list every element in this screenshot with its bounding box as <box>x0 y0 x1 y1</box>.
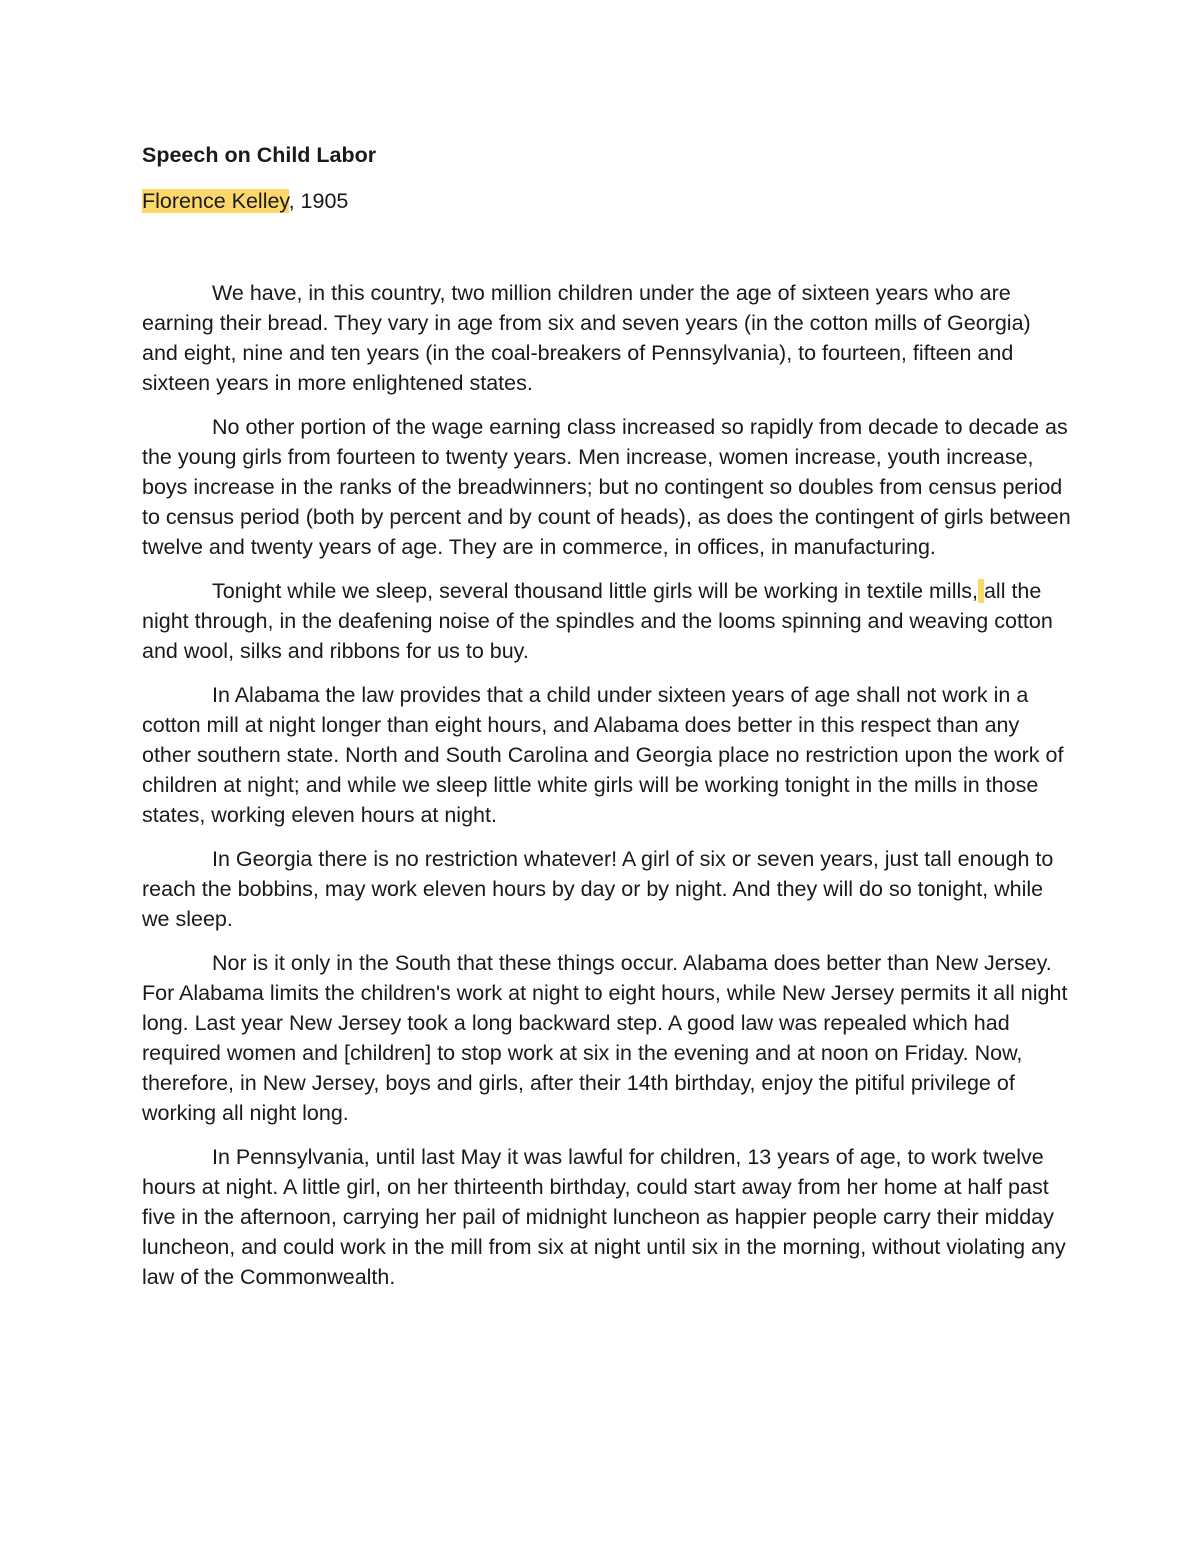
paragraph-2: No other portion of the wage earning class increased so rapidly from decade to decade as the young girls from fourteen to twenty years. Men increase, women increase, youth increase, boys increase in the ranks of the breadwinners; but no contingent so doubles from census period to census period (both by percent and by count of heads), as does the contingent of girls between twelve and twenty years of age. They are in commerce, in offices, in manufacturing. <box>142 415 1071 559</box>
paragraph-1: We have, in this country, two million children under the age of sixteen years who are earning their bread. They vary in age from six and seven years (in the cotton mills of Georgia) and eight, nine and ten years (in the coal-breakers of Pennsylvania), to fourteen, fifteen and sixteen years in more enlightened states. <box>142 281 1031 395</box>
byline <box>142 186 1072 216</box>
author-name-highlighted: Florence Kelley <box>142 189 289 213</box>
paragraph-3-before: Tonight while we sleep, several thousand little girls will be working in textile mills, <box>212 579 978 603</box>
byline-year: , 1905 <box>288 189 349 213</box>
document-title: Speech on Child Labor <box>142 143 377 167</box>
document-page <box>142 140 1072 1306</box>
paragraph-5: In Georgia there is no restriction whatever! A girl of six or seven years, just tall enough to reach the bobbins, may work eleven hours by day or by night. And they will do so tonight, while we sleep. <box>142 847 1054 931</box>
paragraph-6: Nor is it only in the South that these things occur. Alabama does better than New Jersey. For Alabama limits the children's work at night to eight hours, while New Jersey permits it all night long. Last year New Jersey took a long backward step. A good law was repealed which had required women and [children] to stop work at six in the evening and at noon on Friday. Now, therefore, in New Jersey, boys and girls, after their 14th birthday, enjoy the pitiful privilege of working all night long. <box>142 951 1068 1125</box>
paragraph-3-after: all the night through, in the deafening noise of the spindles and the looms spinning and weaving cotton and wool, silks and ribbons for us to buy. <box>142 579 1053 663</box>
paragraph-4: In Alabama the law provides that a child under sixteen years of age shall not work in a cotton mill at night longer than eight hours, and Alabama does better in this respect than any other southern state. North and South Carolina and Georgia place no restriction upon the work of children at night; and while we sleep little white girls will be working tonight in the mills in those states, working eleven hours at night. <box>142 683 1064 827</box>
paragraph-7: In Pennsylvania, until last May it was lawful for children, 13 years of age, to work twelve hours at night. A little girl, on her thirteenth birthday, could start away from her home at half past five in the afternoon, carrying her pail of midnight luncheon as happier people carry their midday luncheon, and could work in the mill from six at night until six in the morning, without violating any law of the Commonwealth. <box>142 1145 1066 1289</box>
paragraph-3 <box>142 576 1072 666</box>
document-body <box>142 278 1072 1292</box>
